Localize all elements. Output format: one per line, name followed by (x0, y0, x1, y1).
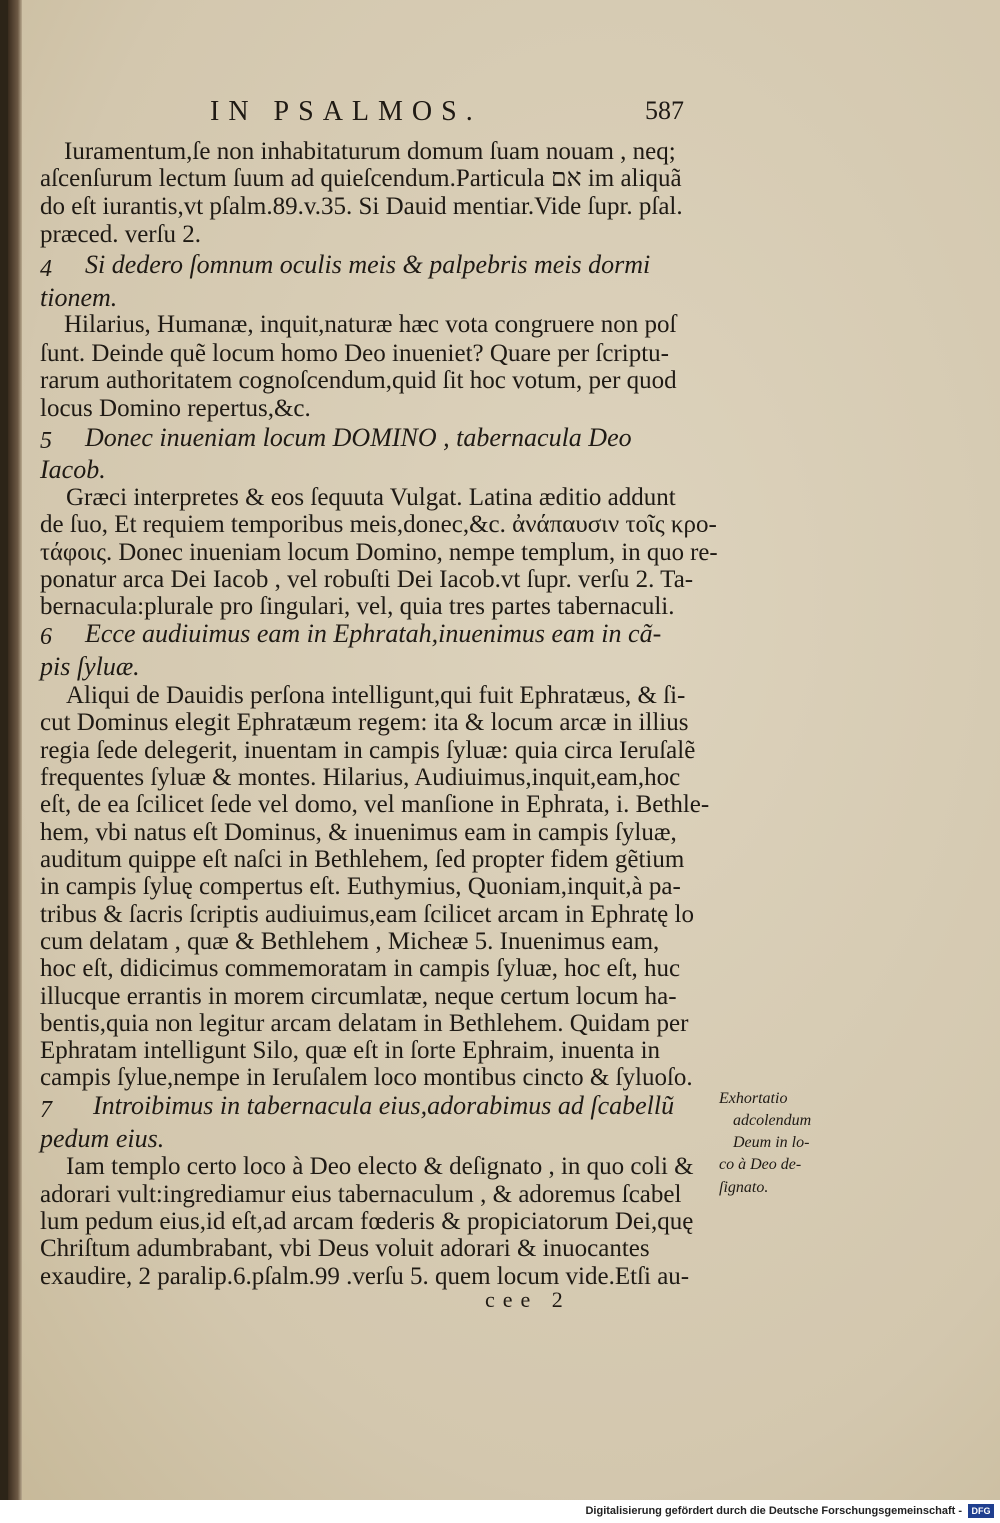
funding-credit: Digitalisierung gefördert durch die Deutsche Forschungsgemeinschaft - (585, 1505, 962, 1517)
text-line: de ſuo, Et requiem temporibus meis,donec,&c. ἀνάπαυσιν τοῖς κρο- (40, 511, 717, 538)
text-line: ſunt. Deinde quẽ locum homo Deo inueniet? Quare per ſcriptu- (40, 340, 669, 367)
text-line: Iuramentum,ſe non inhabitaturum domum ſuam nouam , neq; (64, 138, 676, 165)
margin-note-line: Exhortatio (719, 1090, 788, 1107)
verse-number: 4 (40, 256, 52, 282)
text-line: locus Domino repertus,&c. (40, 395, 311, 422)
footer-bar (0, 1500, 1000, 1523)
text-line: τάφοις. Donec inueniam locum Domino, nempe templum, in quo re- (40, 539, 718, 566)
running-title: IN PSALMOS. (210, 96, 482, 127)
verse-line: Iacob. (40, 455, 106, 484)
text-line: hoc eſt, didicimus commemoratam in campis ſyluæ, hoc eſt, huc (40, 955, 681, 982)
text-line: ponatur arca Dei Iacob , vel robuſti Dei Iacob.vt ſupr. verſu 2. Ta- (40, 566, 694, 593)
verse-line: Introibimus in tabernacula eius,adorabimus ad ſcabellũ (93, 1091, 675, 1120)
text-line: cum delatam , quæ & Bethlehem , Micheæ 5. Inuenimus eam, (40, 928, 660, 955)
text-line: frequentes ſyluæ & montes. Hilarius, Audiuimus,inquit,eam,hoc (40, 764, 681, 791)
page-number: 587 (645, 96, 684, 125)
text-line: Chriſtum adumbrabant, vbi Deus voluit adorari & inuocantes (40, 1235, 650, 1262)
margin-note-line: co à Deo de- (719, 1156, 802, 1173)
text-line: Græci interpretes & eos ſequuta Vulgat. Latina æditio addunt (66, 484, 676, 511)
verse-line: Donec inueniam locum DOMINO , tabernacula Deo (85, 423, 632, 452)
verse-number: 7 (40, 1097, 52, 1123)
text-line: regia ſede delegerit, inuentam in campis ſyluæ: quia circa Ieruſalẽ (40, 737, 696, 764)
verse-line: tionem. (40, 283, 118, 312)
text-line: Ephratam intelligunt Silo, quæ eſt in ſorte Ephraim, inuenta in (40, 1037, 661, 1064)
text-line: do eſt iurantis,vt pſalm.89.v.35. Si Dauid mentiar.Vide ſupr. pſal. (40, 193, 683, 220)
text-line: Hilarius, Humanæ, inquit,naturæ hæc vota congruere non poſ (64, 311, 677, 338)
text-line: cut Dominus elegit Ephratæum regem: ita & locum arcæ in illius (40, 709, 689, 736)
text-line: auditum quippe eſt naſci in Bethlehem, ſed propter fidem gẽtium (40, 846, 685, 873)
text-line: campis ſylue,nempe in Ieruſalem loco montibus cincto & ſyluoſo. (40, 1064, 693, 1091)
verse-line: Si dedero ſomnum oculis meis & palpebris meis dormi (85, 250, 651, 279)
verse-line: pedum eius. (40, 1124, 165, 1153)
text-line: tribus & ſacris ſcriptis audiuimus,eam ſcilicet arcam in Ephratę lo (40, 901, 694, 928)
text-line: exaudire, 2 paralip.6.pſalm.99 .verſu 5. quem locum vide.Etſi au- (40, 1263, 690, 1290)
text-line: bernacula:plurale pro ſingulari, vel, quia tres partes tabernaculi. (40, 593, 675, 620)
text-line: adorari vult:ingrediamur eius tabernaculum , & adoremus ſcabel (40, 1181, 682, 1208)
margin-note-line: ſignato. (719, 1179, 769, 1196)
verse-line: Ecce audiuimus eam in Ephratah,inuenimus eam in cã- (85, 619, 662, 648)
verse-number: 5 (40, 428, 52, 454)
text-line: illucque errantis in morem circumlatæ, neque certum locum ha- (40, 983, 677, 1010)
text-line: lum pedum eius,id eſt,ad arcam fœderis & propiciatorum Dei,quę (40, 1208, 694, 1235)
verse-line: pis ſyluæ. (40, 652, 140, 681)
text-line: Aliqui de Dauidis perſona intelligunt,qui fuit Ephratæus, & ſi- (66, 682, 686, 709)
text-line: præced. verſu 2. (40, 221, 202, 248)
text-line: Iam templo certo loco à Deo electo & deſignato , in quo coli & (66, 1153, 694, 1180)
signature-mark: cee 2 (485, 1287, 571, 1312)
dfg-logo: DFG (968, 1504, 994, 1518)
text-line: rarum authoritatem cognoſcendum,quid ſit hoc votum, per quod (40, 367, 677, 394)
book-spine (8, 0, 22, 1500)
text-line: aſcenſurum lectum ſuum ad quieſcendum.Particula אם im aliquã (40, 165, 682, 192)
margin-note-line: Deum in lo- (733, 1134, 810, 1151)
verse-number: 6 (40, 624, 52, 650)
text-line: bentis,quia non legitur arcam delatam in Bethlehem. Quidam per (40, 1010, 689, 1037)
text-line: hem, vbi natus eſt Dominus, & inuenimus eam in campis ſyluæ, (40, 819, 677, 846)
text-line: in campis ſyluę compertus eſt. Euthymius, Quoniam,inquit,à pa- (40, 873, 681, 900)
margin-note-line: adcolendum (733, 1112, 812, 1129)
text-line: eſt, de ea ſcilicet ſede vel domo, vel manſione in Ephrata, i. Bethle- (40, 791, 710, 818)
